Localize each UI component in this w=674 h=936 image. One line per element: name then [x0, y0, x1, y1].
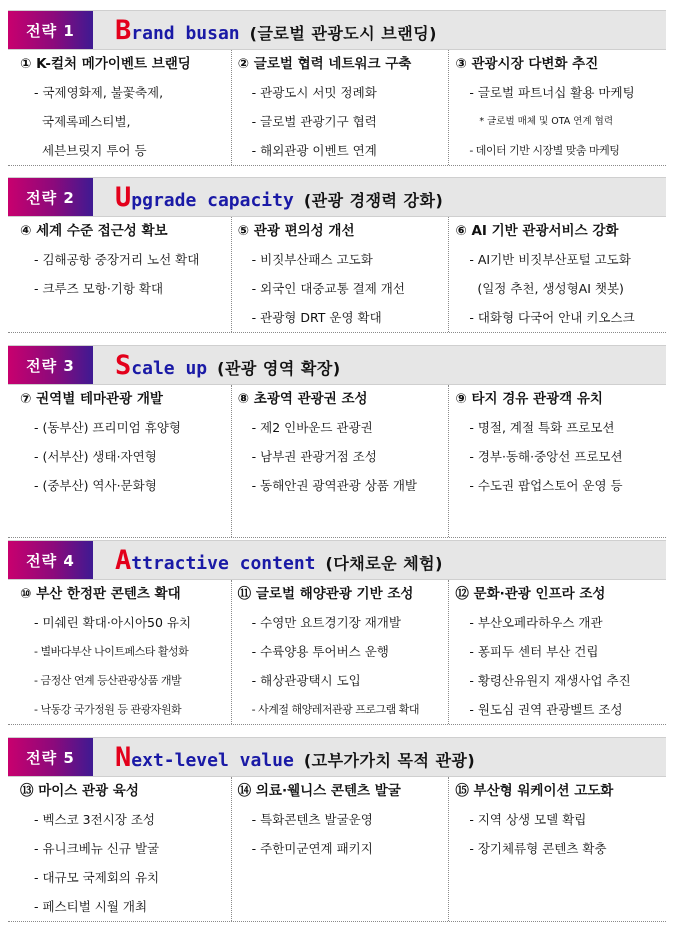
title-rest: ext-level value — [131, 749, 294, 771]
task-heading: ③ 관광시장 다변화 추진 — [455, 56, 599, 72]
strategy-badge: 전략 5 — [8, 738, 93, 776]
title-initial: U — [115, 181, 132, 213]
task-column — [8, 385, 231, 537]
task-heading: ⑮ 부산형 워케이션 고도화 — [455, 783, 614, 799]
task-item: - 수륙양용 투어버스 운행 — [251, 644, 389, 659]
task-item: - 비짓부산패스 고도화 — [251, 252, 373, 267]
title-initial: A — [115, 544, 132, 576]
strategy-title — [115, 544, 443, 576]
strategy-badge: 전략 3 — [8, 346, 93, 384]
task-item: - 글로벌 관광기구 협력 — [251, 114, 377, 129]
task-heading: ⑫ 문화·관광 인프라 조성 — [455, 586, 606, 602]
task-item: - 수도권 팝업스토어 운영 등 — [469, 478, 623, 493]
task-heading: ⑭ 의료·웰니스 콘텐츠 발굴 — [237, 783, 401, 799]
task-column — [8, 217, 231, 332]
task-item: - 황령산유원지 재생사업 추진 — [469, 673, 631, 688]
task-item: - 경부·동해·중앙선 프로모션 — [469, 449, 623, 464]
task-item: - 금정산 연계 등산관광상품 개발 — [34, 674, 182, 687]
strategy-columns — [8, 777, 666, 922]
title-initial: S — [115, 349, 132, 381]
task-column — [231, 385, 449, 537]
title-korean: (글로벌 관광도시 브랜딩) — [249, 23, 437, 43]
strategy-title — [115, 741, 476, 773]
task-item: - 퐁피두 센터 부산 건립 — [469, 644, 599, 659]
task-item: 세븐브릿지 투어 등 — [42, 143, 147, 158]
strategy-columns — [8, 385, 666, 538]
task-heading: ⑥ AI 기반 관광서비스 강화 — [455, 223, 619, 239]
task-item: - 제2 인바운드 관광권 — [251, 420, 373, 435]
task-item: - 특화콘텐츠 발굴운영 — [251, 812, 373, 827]
title-initial: N — [115, 741, 132, 773]
title-rest: cale up — [131, 357, 208, 379]
task-column — [448, 217, 666, 332]
task-item: - (동부산) 프리미엄 휴양형 — [34, 420, 181, 435]
task-item: - 낙동강 국가정원 등 관광자원화 — [34, 703, 182, 716]
task-item: - 크루즈 모항·기항 확대 — [34, 281, 164, 296]
task-item: - 주한미군연계 패키지 — [251, 841, 373, 856]
title-korean: (관광 영역 확장) — [217, 358, 341, 378]
task-column — [231, 777, 449, 921]
strategy-header — [8, 10, 666, 50]
task-note: * 글로벌 매체 및 OTA 연계 협력 — [479, 116, 614, 127]
task-column — [231, 217, 449, 332]
task-heading: ④ 세계 수준 접근성 확보 — [20, 223, 168, 239]
task-column — [8, 777, 231, 921]
task-item: - 벡스코 3전시장 조성 — [34, 812, 155, 827]
task-item: - 부산오페라하우스 개관 — [469, 615, 603, 630]
task-item: - 데이터 기반 시장별 맞춤 마케팅 — [469, 144, 620, 157]
title-korean: (고부가가치 목적 관광) — [303, 750, 476, 770]
task-heading: ① K-컬처 메가이벤트 브랜딩 — [20, 56, 191, 72]
task-item: - (서부산) 생태·자연형 — [34, 449, 157, 464]
task-item: - AI기반 비짓부산포털 고도화 — [469, 252, 631, 267]
title-initial: B — [115, 14, 132, 46]
task-column — [8, 580, 231, 724]
task-column — [448, 385, 666, 537]
strategy-badge: 전략 2 — [8, 178, 93, 216]
strategy-badge: 전략 4 — [8, 541, 93, 579]
strategy-columns — [8, 580, 666, 725]
task-item: - 해상관광택시 도입 — [251, 673, 361, 688]
task-heading: ⑦ 권역별 테마관광 개발 — [20, 391, 163, 407]
title-korean: (관광 경쟁력 강화) — [303, 190, 444, 210]
task-column — [231, 50, 449, 165]
strategy-title — [115, 14, 437, 46]
task-column — [231, 580, 449, 724]
task-item: - 미쉐린 확대·아시아50 유치 — [34, 615, 192, 630]
task-item: - 외국인 대중교통 결제 개선 — [251, 281, 405, 296]
task-item: - 글로벌 파트너십 활용 마케팅 — [469, 85, 635, 100]
task-item: - 명절, 계절 특화 프로모션 — [469, 420, 615, 435]
task-item: - (중부산) 역사·문화형 — [34, 478, 157, 493]
task-item: - 남부권 관광거점 조성 — [251, 449, 377, 464]
strategy-3 — [8, 345, 666, 538]
task-item: - 페스티벌 시월 개최 — [34, 899, 148, 914]
task-item: - 수영만 요트경기장 재개발 — [251, 615, 401, 630]
task-item: - 관광도시 서밋 정례화 — [251, 85, 377, 100]
task-item: 국제록페스티벌, — [42, 114, 131, 129]
strategy-header — [8, 737, 666, 777]
task-item: - 사계절 해양레저관광 프로그램 확대 — [251, 703, 420, 716]
strategy-1 — [8, 10, 666, 166]
strategy-header — [8, 540, 666, 580]
task-item: - 동해안권 광역관광 상품 개발 — [251, 478, 417, 493]
task-heading: ⑪ 글로벌 해양관광 기반 조성 — [237, 586, 414, 602]
task-item: - 대규모 국제회의 유치 — [34, 870, 160, 885]
task-column — [448, 50, 666, 165]
task-item: - 관광형 DRT 운영 확대 — [251, 310, 382, 325]
task-item: - 해외관광 이벤트 연계 — [251, 143, 377, 158]
task-column — [448, 777, 666, 921]
strategy-badge: 전략 1 — [8, 11, 93, 49]
task-item: - 유니크베뉴 신규 발굴 — [34, 841, 160, 856]
task-heading: ⑨ 타지 경유 관광객 유치 — [455, 391, 603, 407]
task-column — [8, 50, 231, 165]
strategy-title — [115, 349, 341, 381]
title-korean: (다채로운 체험) — [325, 553, 443, 573]
task-heading: ⑧ 초광역 관광권 조성 — [237, 391, 368, 407]
task-item: - 김해공항 중장거리 노선 확대 — [34, 252, 200, 267]
strategy-4 — [8, 540, 666, 725]
task-item: - 장기체류형 콘텐츠 확충 — [469, 841, 607, 856]
strategy-columns — [8, 50, 666, 166]
strategy-2 — [8, 177, 666, 333]
task-heading: ⑬ 마이스 관광 육성 — [20, 783, 139, 799]
strategy-header — [8, 177, 666, 217]
task-column — [448, 580, 666, 724]
task-item: - 국제영화제, 불꽃축제, — [34, 85, 164, 100]
title-rest: rand busan — [131, 22, 240, 44]
task-heading: ② 글로벌 협력 네트워크 구축 — [237, 56, 412, 72]
strategy-title — [115, 181, 444, 213]
strategy-columns — [8, 217, 666, 333]
task-item: - 별바다부산 나이트페스타 활성화 — [34, 645, 189, 658]
title-rest: pgrade capacity — [131, 189, 294, 211]
task-heading: ⑤ 관광 편의성 개선 — [237, 223, 355, 239]
task-item: - 원도심 권역 관광벨트 조성 — [469, 702, 623, 717]
strategy-header — [8, 345, 666, 385]
task-item: - 지역 상생 모델 확립 — [469, 812, 587, 827]
task-heading: ⑩ 부산 한정판 콘텐츠 확대 — [20, 586, 181, 602]
task-item: (일정 추천, 생성형AI 챗봇) — [477, 281, 624, 296]
title-rest: ttractive content — [131, 552, 316, 574]
task-item: - 대화형 다국어 안내 키오스크 — [469, 310, 635, 325]
strategy-5 — [8, 737, 666, 922]
